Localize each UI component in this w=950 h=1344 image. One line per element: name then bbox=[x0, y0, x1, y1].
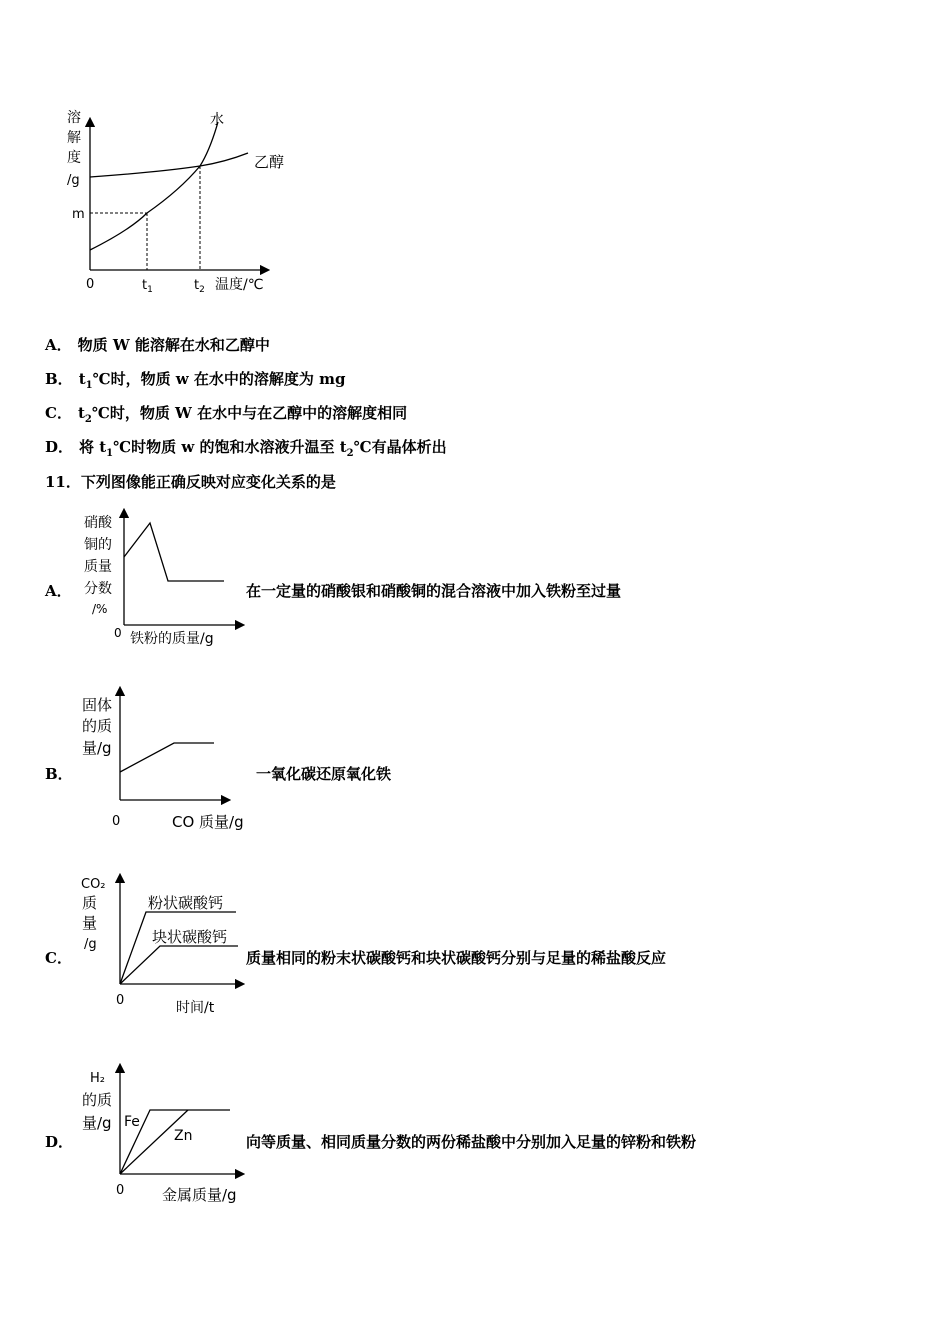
graph-b-line bbox=[120, 743, 214, 772]
y-label-2: 质 bbox=[82, 894, 98, 912]
y-label-2: 的质 bbox=[82, 717, 113, 735]
graph-a bbox=[78, 505, 248, 650]
graph-b-description: 一氧化碳还原氧化铁 bbox=[256, 765, 392, 783]
t2-label: $t_2$ bbox=[194, 278, 205, 295]
water-label: 水 bbox=[210, 112, 224, 128]
option-d-text: ℃有晶体析出 bbox=[353, 438, 447, 456]
y-label-4: /g bbox=[84, 937, 97, 952]
graph-d-label: D． bbox=[45, 1133, 74, 1151]
graph-d bbox=[78, 1060, 248, 1210]
option-b-label: B． bbox=[45, 370, 73, 388]
origin: 0 bbox=[116, 1183, 125, 1198]
y-label-1: 固体 bbox=[82, 696, 113, 714]
graph-b bbox=[78, 685, 263, 835]
y-label-1: 硝酸 bbox=[84, 515, 112, 531]
option-a bbox=[45, 335, 270, 355]
x-axis-label: 金属质量/g bbox=[162, 1186, 237, 1204]
powder-label: 粉状碳酸钙 bbox=[148, 894, 224, 912]
x-axis-label: 时间/t bbox=[176, 1000, 215, 1016]
y-label-1: CO₂ bbox=[81, 877, 106, 892]
graph-a-label: A． bbox=[45, 582, 72, 600]
option-b-sub: 1 bbox=[85, 380, 93, 391]
x-axis-label: CO 质量/g bbox=[172, 813, 244, 831]
y-label-1: H₂ bbox=[90, 1071, 105, 1086]
option-b-pre: t bbox=[78, 370, 86, 388]
solubility-chart bbox=[60, 100, 300, 300]
graph-c-label: C． bbox=[45, 949, 72, 967]
option-c-sub: 2 bbox=[84, 414, 92, 425]
y-label-2: 解 bbox=[67, 130, 81, 146]
option-d-sub2: 2 bbox=[346, 448, 354, 459]
block-line bbox=[120, 946, 238, 984]
m-label: m bbox=[72, 207, 85, 222]
option-d-label: D． bbox=[45, 438, 74, 456]
option-d-mid: ℃时物质 w 的饱和水溶液升温至 t bbox=[113, 438, 347, 456]
origin: 0 bbox=[114, 626, 122, 640]
y-label-3: 量/g bbox=[82, 1114, 112, 1132]
option-c-pre: t bbox=[77, 404, 85, 422]
option-b bbox=[45, 369, 346, 396]
option-d-pre: 将 t bbox=[79, 438, 107, 456]
option-b-text: ℃时，物质 w 在水中的溶解度为 mg bbox=[92, 370, 346, 388]
graph-a-description: 在一定量的硝酸银和硝酸铜的混合溶液中加入铁粉至过量 bbox=[246, 582, 622, 600]
y-label-4: 分数 bbox=[84, 581, 112, 597]
origin: 0 bbox=[116, 993, 125, 1008]
ethanol-curve bbox=[90, 153, 248, 177]
y-label-3: 度 bbox=[67, 150, 81, 166]
graph-c bbox=[78, 870, 248, 1020]
option-c-label: C． bbox=[45, 404, 72, 422]
graph-c-description: 质量相同的粉末状碳酸钙和块状碳酸钙分别与足量的稀盐酸反应 bbox=[246, 949, 667, 967]
fe-label: Fe bbox=[124, 1114, 140, 1130]
y-label-2: 的质 bbox=[82, 1091, 113, 1109]
origin: 0 bbox=[112, 814, 121, 829]
option-a-text: 物质 W 能溶解在水和乙醇中 bbox=[77, 336, 270, 354]
y-label-3: 质量 bbox=[84, 559, 112, 575]
y-label-3: 量/g bbox=[82, 739, 112, 757]
option-d-sub: 1 bbox=[106, 448, 114, 459]
y-label-5: /% bbox=[92, 602, 108, 616]
y-label-3: 量 bbox=[82, 914, 98, 932]
origin-label: 0 bbox=[86, 277, 95, 292]
graph-b-label: B． bbox=[45, 765, 73, 783]
y-label-4: /g bbox=[67, 173, 80, 188]
option-c bbox=[45, 403, 407, 430]
option-a-label: A． bbox=[45, 336, 72, 354]
graph-d-description: 向等质量、相同质量分数的两份稀盐酸中分别加入足量的锌粉和铁粉 bbox=[246, 1133, 697, 1151]
y-label-2: 铜的 bbox=[84, 537, 112, 553]
block-label: 块状碳酸钙 bbox=[152, 928, 228, 946]
option-c-text: ℃时，物质 W 在水中与在乙醇中的溶解度相同 bbox=[91, 404, 408, 422]
water-curve bbox=[90, 122, 218, 250]
x-axis-label: 温度/℃ bbox=[215, 277, 264, 293]
question-11: 11．下列图像能正确反映对应变化关系的是 bbox=[45, 473, 336, 491]
ethanol-label: 乙醇 bbox=[254, 153, 285, 171]
t1-label: $t_1$ bbox=[142, 278, 153, 295]
graph-a-line bbox=[124, 523, 224, 581]
y-label-1: 溶 bbox=[67, 110, 81, 126]
zn-label: Zn bbox=[174, 1128, 193, 1144]
x-axis-label: 铁粉的质量/g bbox=[130, 631, 214, 647]
powder-line bbox=[120, 912, 236, 984]
option-d bbox=[45, 437, 447, 464]
